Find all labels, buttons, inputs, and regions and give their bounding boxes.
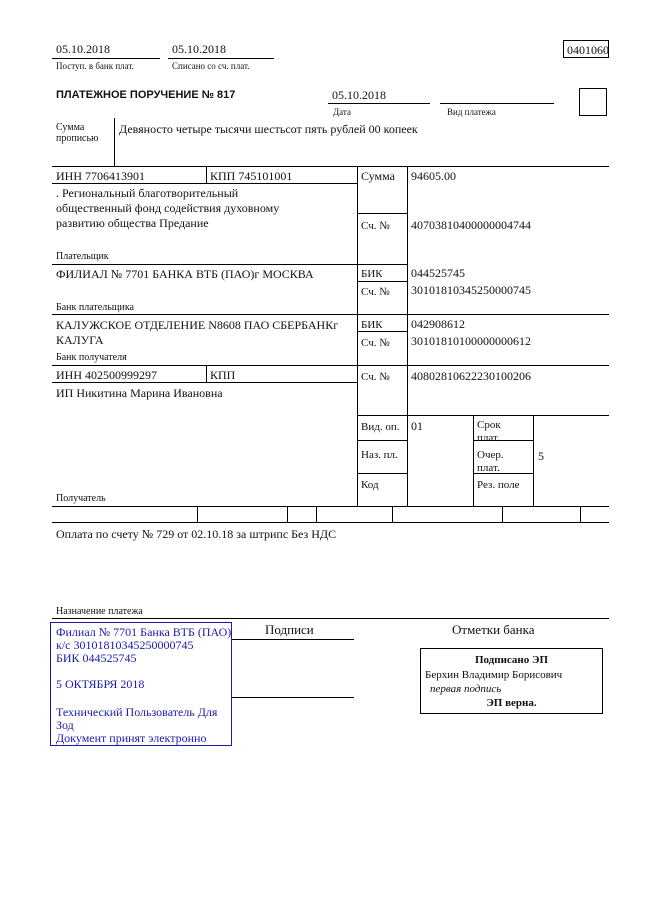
- received-label: Поступ. в банк плат.: [56, 61, 134, 71]
- divider: [473, 415, 474, 506]
- divider: [316, 506, 317, 522]
- divider: [440, 103, 554, 104]
- divider: [52, 58, 160, 59]
- purpose-text: Оплата по счету № 729 от 02.10.18 за штрипс Без НДС: [56, 527, 337, 541]
- divider: [168, 58, 274, 59]
- payer-bank-label: Банк плательщика: [56, 302, 134, 313]
- payee-label: Получатель: [56, 493, 106, 504]
- amount-value: 94605.00: [411, 169, 456, 183]
- purpose-label: Назначение платежа: [56, 606, 143, 617]
- op-type: 01: [411, 419, 423, 433]
- divider: [357, 166, 358, 506]
- payer-label: Плательщик: [56, 251, 109, 262]
- payer-bank-acc: 30101810345250000745: [411, 283, 531, 297]
- term-label-1: Срок: [477, 419, 501, 431]
- divider: [287, 506, 288, 522]
- payee-bank-acc: 30101810100000000612: [411, 334, 531, 348]
- amount-words-label-1: Сумма: [56, 122, 85, 133]
- divider: [328, 103, 430, 104]
- divider: [114, 118, 115, 166]
- divider: [580, 506, 581, 522]
- divider: [52, 264, 407, 265]
- stamp-line-5: Технический Пользователь Для: [56, 705, 218, 719]
- payer-name-3: развитию общества Предание: [56, 216, 209, 230]
- divider: [357, 213, 407, 214]
- payer-kpp: КПП 745101001: [210, 169, 293, 183]
- payee-bik: 042908612: [411, 317, 465, 331]
- divider: [52, 506, 609, 507]
- payee-bik-label: БИК: [361, 319, 383, 331]
- payer-account: 40703810400000004744: [411, 218, 531, 232]
- divider: [52, 365, 609, 366]
- amount-label: Сумма: [361, 169, 395, 183]
- date-label: Дата: [333, 107, 351, 117]
- payee-bank-acc-label: Сч. №: [361, 337, 390, 349]
- payer-account-label: Сч. №: [361, 220, 390, 232]
- reserve-label: Рез. поле: [477, 479, 520, 491]
- payee-acc: 40802810622230100206: [411, 369, 531, 383]
- divider: [502, 506, 503, 522]
- divider: [52, 314, 609, 315]
- divider: [52, 522, 609, 523]
- payer-name-2: общественный фонд содействия духовному: [56, 201, 280, 215]
- payee-name: ИП Никитина Марина Ивановна: [56, 386, 223, 400]
- divider: [52, 166, 609, 167]
- term-label-2: плат.: [477, 432, 500, 444]
- esign-title: Подписано ЭП: [474, 654, 549, 666]
- divider: [197, 506, 198, 522]
- payment-type-label: Вид платежа: [447, 107, 496, 117]
- stamp-line-1: Филиал № 7701 Банка ВТБ (ПАО): [56, 625, 232, 639]
- divider: [407, 166, 408, 506]
- divider: [52, 382, 357, 383]
- payment-type-box: [579, 88, 607, 116]
- amount-words-label-2: прописью: [56, 133, 99, 144]
- signatures-label: Подписи: [265, 622, 314, 637]
- signature-line-1: [232, 639, 354, 640]
- payee-acc-label: Сч. №: [361, 371, 390, 383]
- payee-inn: ИНН 402500999297: [56, 368, 157, 382]
- payer-bank-name: ФИЛИАЛ № 7701 БАНКА ВТБ (ПАО)г МОСКВА: [56, 267, 314, 281]
- amount-words-value: Девяносто четыре тысячи шестьсот пять рублей 00 копеек: [119, 122, 418, 136]
- stamp-line-2: к/с 30101810345250000745: [56, 638, 194, 652]
- page-title: ПЛАТЕЖНОЕ ПОРУЧЕНИЕ № 817: [56, 89, 236, 101]
- divider: [357, 440, 407, 441]
- form-code: 0401060: [563, 40, 609, 58]
- stamp-line-7: Документ принят электронно: [56, 731, 207, 745]
- divider: [357, 415, 609, 416]
- payer-inn: ИНН 7706413901: [56, 169, 145, 183]
- payer-bank-acc-label: Сч. №: [361, 286, 390, 298]
- document-date: 05.10.2018: [332, 88, 386, 102]
- signature-line-2: [232, 697, 354, 698]
- received-date: 05.10.2018: [56, 42, 110, 56]
- purpose-code-label: Наз. пл.: [361, 449, 398, 461]
- debited-label: Списано со сч. плат.: [172, 61, 250, 71]
- esign-name: Берхин Владимир Борисович: [425, 669, 563, 681]
- divider: [206, 166, 207, 183]
- code-label: Код: [361, 479, 379, 491]
- esign-status: ЭП верна.: [486, 697, 537, 709]
- divider: [357, 473, 407, 474]
- stamp-line-3: БИК 044525745: [56, 651, 137, 665]
- priority-label-2: плат.: [477, 462, 500, 474]
- payer-bik: 044525745: [411, 266, 465, 280]
- divider: [52, 618, 609, 619]
- divider: [533, 415, 534, 506]
- divider: [206, 365, 207, 382]
- payer-name-1: . Региональный благотворительный: [56, 186, 239, 200]
- stamp-line-4: 5 ОКТЯБРЯ 2018: [56, 677, 145, 691]
- payee-bank-name-1: КАЛУЖСКОЕ ОТДЕЛЕНИЕ N8608 ПАО СБЕРБАНКг: [56, 318, 339, 332]
- bank-marks-label: Отметки банка: [452, 622, 535, 637]
- payee-kpp: КПП: [210, 368, 236, 382]
- esign-sub: первая подпись: [430, 683, 502, 695]
- divider: [357, 281, 407, 282]
- payer-bik-label: БИК: [361, 268, 383, 280]
- stamp-line-6: Зод: [56, 718, 74, 732]
- divider: [52, 183, 357, 184]
- priority-label-1: Очер.: [477, 449, 504, 461]
- payee-bank-label: Банк получателя: [56, 352, 127, 363]
- priority-value: 5: [538, 449, 544, 463]
- debited-date: 05.10.2018: [172, 42, 226, 56]
- divider: [392, 506, 393, 522]
- op-type-label: Вид. оп.: [361, 421, 400, 433]
- payee-bank-name-2: КАЛУГА: [56, 333, 104, 347]
